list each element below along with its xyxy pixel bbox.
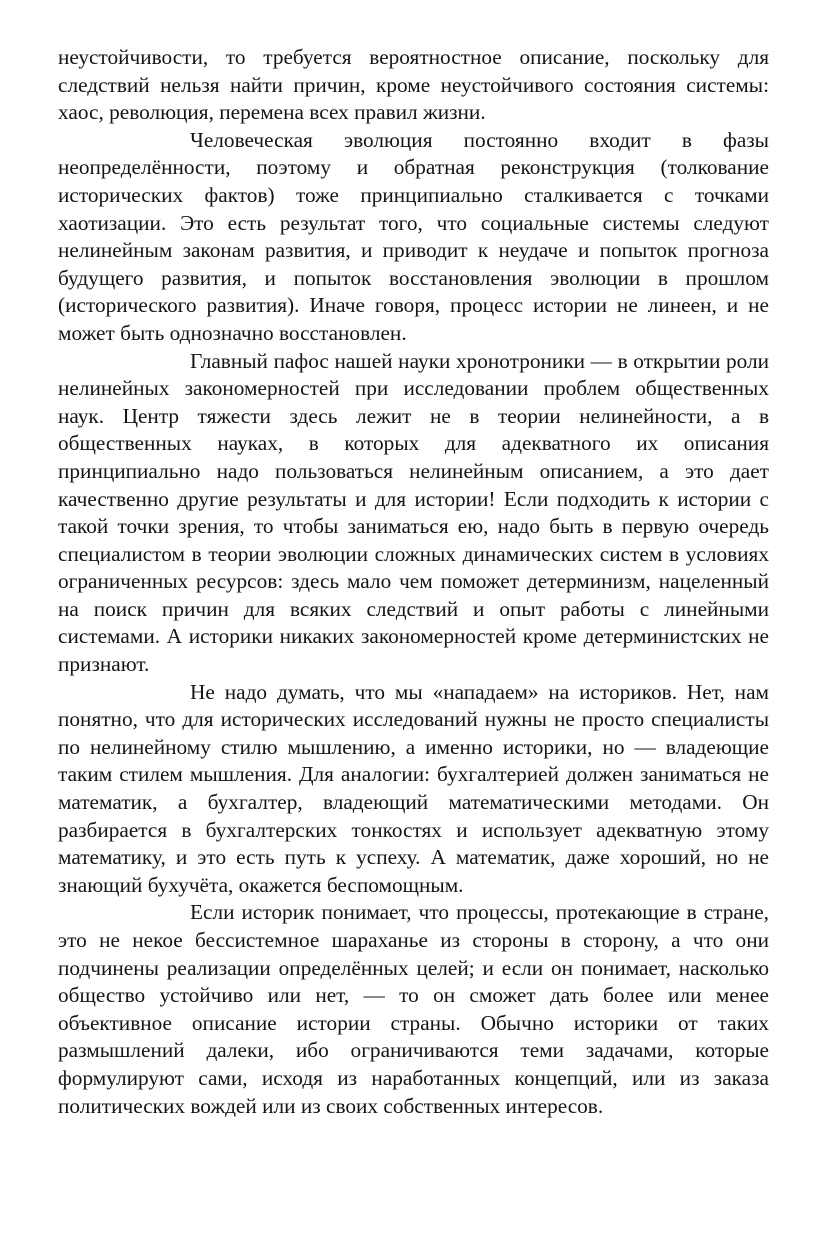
- paragraph-2: Человеческая эволюция постоянно входит в фазы неопределённости, поэтому и обратная реконструкция (толкование исторических фактов) тоже принципиально сталкивается с точками хаотизации. Это есть результат того, что социальные системы следуют нелинейным законам развития, и приводит к неудаче и попыток прогноза будущего развития, и попыток восстановления эволюции в прошлом (исторического развития). Иначе говоря, процесс истории не линеен, и не может быть однозначно восстановлен.: [58, 127, 769, 345]
- document-page: [58, 44, 769, 1120]
- paragraph-3: Главный пафос нашей науки хронотроники — в открытии роли нелинейных закономерностей при исследовании проблем общественных наук. Центр тяжести здесь лежит не в теории нелинейности, а в общественных науках, в которых для адекватного их описания принципиально надо пользоваться нелинейным описанием, а это дает качественно другие результаты и для истории! Если подходить к истории с такой точки зрения, то чтобы заниматься ею, надо быть в первую очередь специалистом в теории эволюции сложных динамических систем в условиях ограниченных ресурсов: здесь мало чем поможет детерминизм, нацеленный на поиск причин для всяких следствий и опыт работы с линейными системами. А историки никаких закономерностей кроме детерминистских не признают.: [58, 348, 769, 677]
- paragraph-1: неустойчивости, то требуется вероятностное описание, поскольку для следствий нельзя найти причин, кроме неустойчивого состояния системы: хаос, революция, перемена всех правил жизни.: [58, 45, 769, 125]
- paragraph-5: Если историк понимает, что процессы, протекающие в стране, это не некое бессистемное шараханье из стороны в сторону, а что они подчинены реализации определённых целей; и если он понимает, насколько общество устойчиво или нет, — то он сможет дать более или менее объективное описание истории страны. Обычно историки от таких размышлений далеки, ибо ограничиваются теми задачами, которые формулируют сами, исходя из наработанных концепций, или из заказа политических вождей или из своих собственных интересов.: [58, 900, 769, 1118]
- paragraph-4: Не надо думать, что мы «нападаем» на историков. Нет, нам понятно, что для исторических исследований нужны не просто специалисты по нелинейному стилю мышлению, а именно историки, но — владеющие таким стилем мышления. Для аналогии: бухгалтерией должен заниматься не математик, а бухгалтер, владеющий математическими методами. Он разбирается в бухгалтерских тонкостях и использует адекватную этому математику, и это есть путь к успеху. А математик, даже хороший, но не знающий бухучёта, окажется беспомощным.: [58, 679, 769, 897]
